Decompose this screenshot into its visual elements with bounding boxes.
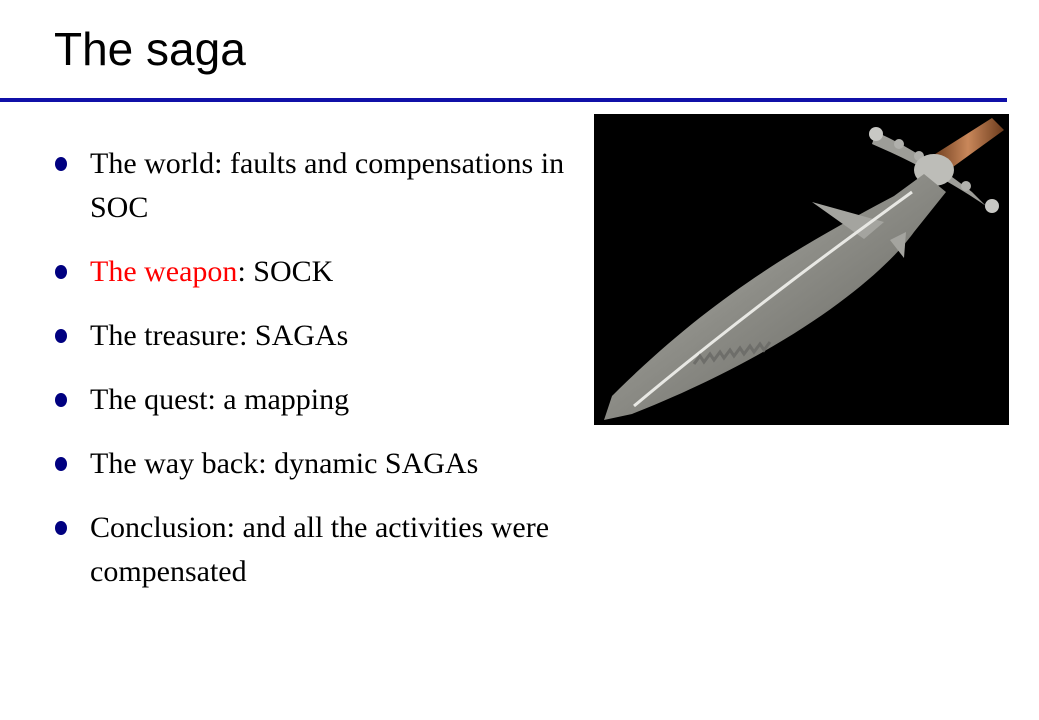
bullet-text: : SOCK <box>237 255 334 288</box>
slide-title: The saga <box>54 23 246 75</box>
bullet-icon <box>55 393 67 407</box>
bullet-text: The quest: a mapping <box>90 383 350 416</box>
sword-icon <box>594 114 1009 425</box>
bullet-item-way-back <box>55 442 595 486</box>
title-divider <box>0 98 1007 102</box>
bullet-item-world <box>55 142 595 230</box>
bullet-highlight: The weapon <box>90 255 238 288</box>
bullet-list <box>55 142 595 614</box>
bullet-icon <box>55 157 67 171</box>
bullet-icon <box>55 265 67 279</box>
bullet-item-quest <box>55 378 595 422</box>
bullet-item-weapon <box>55 250 595 294</box>
bullet-item-conclusion <box>55 506 595 594</box>
bullet-text: The treasure: SAGAs <box>90 319 349 352</box>
bullet-item-treasure <box>55 314 595 358</box>
bullet-icon <box>55 521 67 535</box>
bullet-icon <box>55 457 67 471</box>
bullet-text: Conclusion: and all the activities were compensated <box>90 511 550 588</box>
bullet-text: The world: faults and compensations in SOC <box>90 147 565 224</box>
sword-image <box>594 114 1009 425</box>
bullet-icon <box>55 329 67 343</box>
bullet-text: The way back: dynamic SAGAs <box>90 447 479 480</box>
